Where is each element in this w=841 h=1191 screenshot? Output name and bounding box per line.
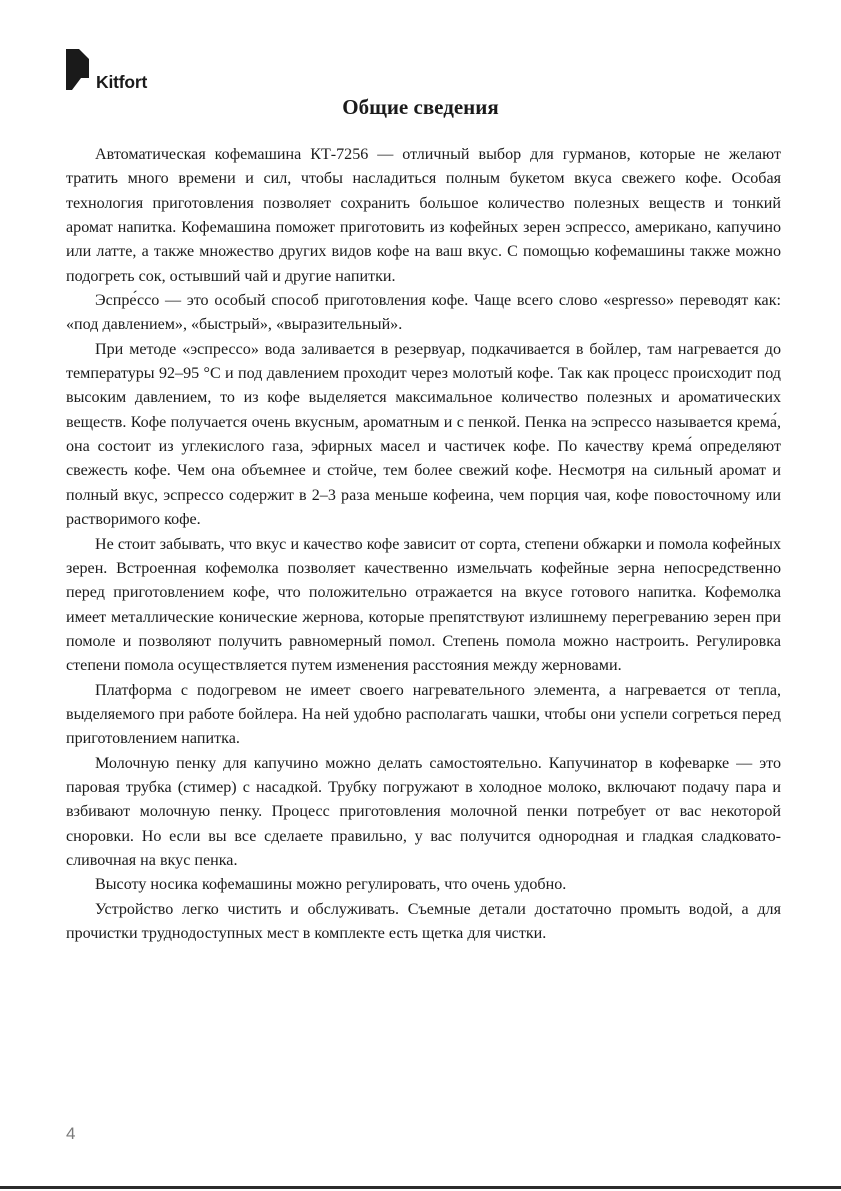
kitfort-logo-mark-icon (66, 49, 96, 93)
paragraph-milk-frother: Молочную пенку для капучино можно делать самостоятельно. Капучинатор в кофеварке — это паровая трубка (стимер) с насадкой. Трубку погружают в холодное молоко, включают подачу пара и взбивают молочную пенку. Процесс приготовления молочной пенки потребует от вас некоторой сноровки. Но если вы все сделаете правильно, у вас получится однородная и гладкая сладковато-сливочная на вкус пенка. (66, 754, 781, 869)
paragraph-intro: Автоматическая кофемашина КТ-7256 — отличный выбор для гурманов, которые не желают тратить много времени и сил, чтобы насладиться полным букетом вкуса свежего кофе. Особая технология приготовления позволяет сохранить большое количество полезных веществ и тонкий аромат напитка. Кофемашина поможет приготовить из кофейных зерен эспрессо, американо, капучино или латте, а также множество других видов кофе на ваш вкус. С помощью кофемашины также можно подогреть сок, остывший чай и другие напитки. (66, 146, 781, 285)
body-text (66, 143, 781, 946)
paragraph-grinder: Не стоит забывать, что вкус и качество кофе зависит от сорта, степени обжарки и помола кофейных зерен. Встроенная кофемолка позволяет качественно измельчать кофейные зерна непосредственно перед приготовлением кофе, что положительно отражается на вкусе готового напитка. Кофемолка имеет металлические конические жернова, которые препятствуют излишнему перегреванию зерен при помоле и позволяют получить равномерный помол. Степень помола можно настроить. Регулировка степени помола осуществляется путем изменения расстояния между жерновами. (66, 535, 781, 675)
brand-name: Kitfort (96, 72, 148, 92)
paragraph-cleaning: Устройство легко чистить и обслуживать. Съемные детали достаточно промыть водой, а для прочистки труднодоступных мест в комплекте есть щетка для чистки. (66, 900, 781, 942)
paragraph-spout-height: Высоту носика кофемашины можно регулировать, что очень удобно. (95, 876, 567, 894)
page-number: 4 (66, 1124, 76, 1143)
paragraph-espresso-definition: Эспре́ссо — это особый способ приготовления кофе. Чаще всего слово «espresso» переводят как: «под давлением», «быстрый», «выразительный». (66, 292, 781, 334)
kitfort-logo (66, 49, 166, 97)
paragraph-espresso-method: При методе «эспрессо» вода заливается в резервуар, подкачивается в бойлер, там нагревается до температуры 92–95 °С и под давлением проходит через молотый кофе. Так как процесс происходит под высоким давлением, то из кофе выделяется максимальное количество полезных и ароматических веществ. Кофе получается очень вкусным, ароматным и с пенкой. Пенка на эспрессо называется крема́, она состоит из углекислого газа, эфирных масел и частичек кофе. По качеству крема́ определяют свежесть кофе. Чем она объемнее и стойче, тем более свежий кофе. Несмотря на сильный аромат и полный вкус, эспрессо содержит в 2–3 раза меньше кофеина, чем порция чая, кофе повосточному или растворимого кофе. (66, 340, 781, 529)
page-title: Общие сведения (342, 95, 499, 119)
paragraph-warming-platform: Платформа с подогревом не имеет своего нагревательного элемента, а нагревается от тепла, выделяемого при работе бойлера. На ней удобно располагать чашки, чтобы они успели согреться перед приготовлением напитка. (66, 681, 781, 748)
bottom-divider (0, 1186, 841, 1189)
